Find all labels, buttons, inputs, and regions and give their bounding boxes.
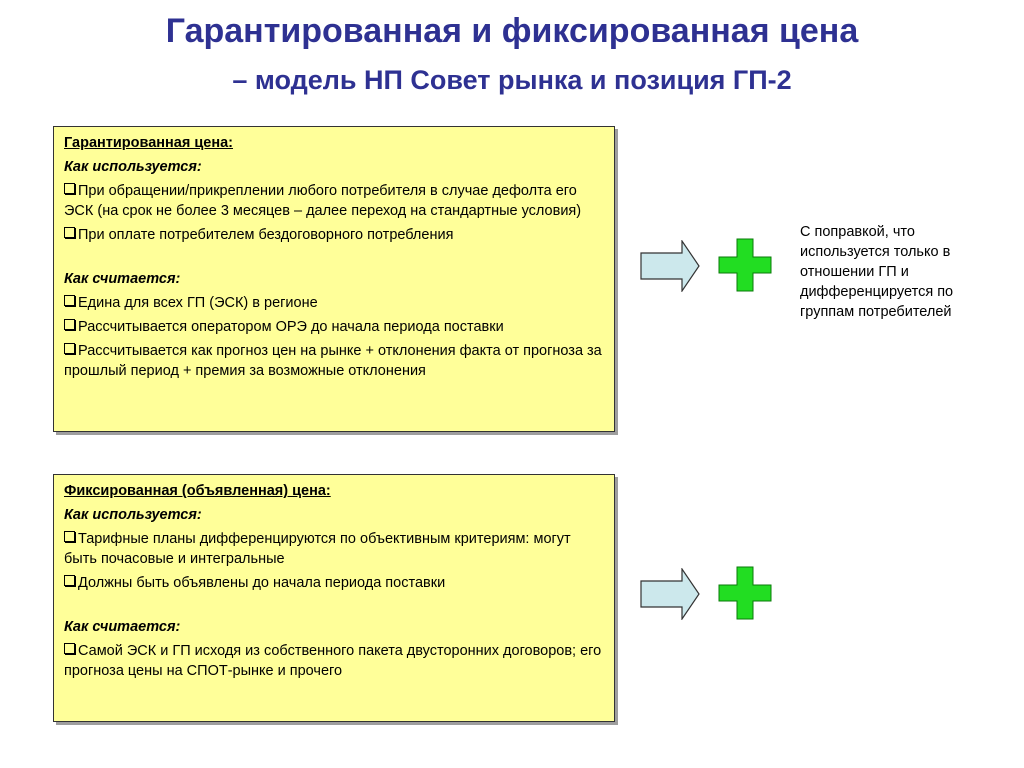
plus-icon — [718, 238, 772, 292]
checkbox-bullet-icon — [64, 227, 75, 238]
checkbox-bullet-icon — [64, 343, 75, 354]
arrow-right-icon — [640, 240, 700, 292]
list-item-text: Едина для всех ГП (ЭСК) в регионе — [78, 295, 318, 311]
list-item — [64, 573, 604, 593]
list-item — [64, 341, 604, 381]
side-note: С поправкой, что используется только в отношении ГП и дифференцируется по группам потребителей — [800, 224, 954, 320]
checkbox-bullet-icon — [64, 319, 75, 330]
checkbox-bullet-icon — [64, 643, 75, 654]
list-item — [64, 317, 604, 337]
fixed-price-panel — [53, 474, 615, 722]
list-item-text: Рассчитывается как прогноз цен на рынке + отклонения факта от прогноза за прошлый период + премия за возможные отклонения — [64, 343, 602, 379]
list-item — [64, 641, 604, 681]
list-item — [64, 529, 604, 569]
checkbox-bullet-icon — [64, 183, 75, 194]
list-item — [64, 181, 604, 221]
list-item-text: Должны быть объявлены до начала периода поставки — [78, 575, 446, 591]
list-item — [64, 225, 604, 245]
guaranteed-calc-label: Как считается: — [64, 271, 181, 287]
checkbox-bullet-icon — [64, 531, 75, 542]
fixed-calc-label: Как считается: — [64, 619, 181, 635]
list-item-text: Рассчитывается оператором ОРЭ до начала периода поставки — [78, 319, 504, 335]
guaranteed-price-heading: Гарантированная цена: — [64, 135, 233, 151]
title-line-1: Гарантированная и фиксированная цена — [165, 12, 859, 50]
list-item — [64, 293, 604, 313]
checkbox-bullet-icon — [64, 575, 75, 586]
fixed-price-heading: Фиксированная (объявленная) цена: — [64, 483, 331, 499]
guaranteed-price-panel — [53, 126, 615, 432]
guaranteed-usage-label: Как используется: — [64, 159, 202, 175]
plus-icon — [718, 566, 772, 620]
checkbox-bullet-icon — [64, 295, 75, 306]
arrow-right-icon — [640, 568, 700, 620]
list-item-text: Тарифные планы дифференцируются по объективным критериям: могут быть почасовые и интегральные — [64, 531, 571, 567]
list-item-text: При обращении/прикреплении любого потребителя в случае дефолта его ЭСК (на срок не более 3 месяцев – далее переход на стандартные условия) — [64, 183, 582, 219]
title-line-2: – модель НП Совет рынка и позиция ГП-2 — [232, 65, 792, 95]
page-title — [0, 8, 1024, 102]
fixed-usage-label: Как используется: — [64, 507, 202, 523]
list-item-text: Самой ЭСК и ГП исходя из собственного пакета двусторонних договоров; его прогноза цены на СПОТ-рынке и прочего — [64, 643, 602, 679]
list-item-text: При оплате потребителем бездоговорного потребления — [78, 227, 454, 243]
